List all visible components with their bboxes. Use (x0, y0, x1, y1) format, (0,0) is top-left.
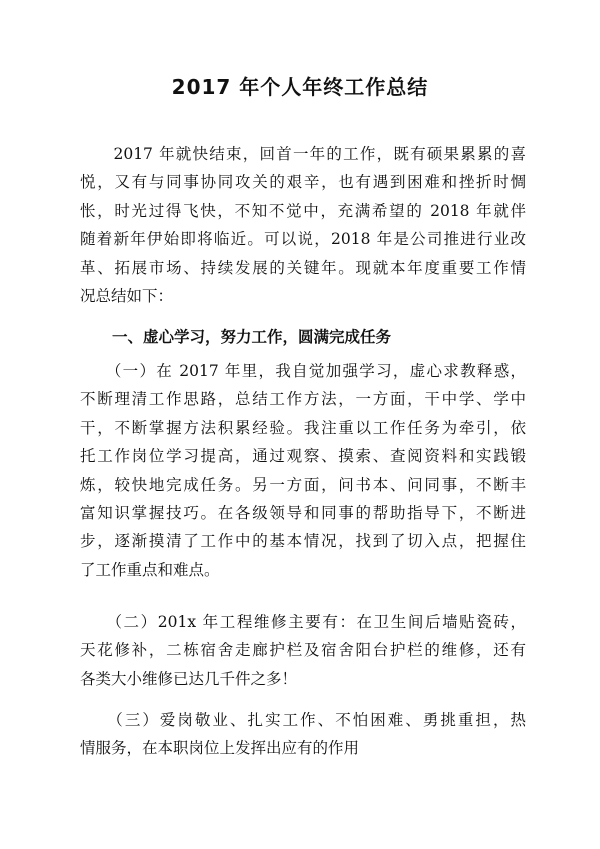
text-line: （二）201x 年工程维修主要有：在卫生间后墙贴瓷砖， (80, 613, 526, 631)
section-heading: 一、虚心学习，努力工作，圆满完成任务 (112, 328, 392, 346)
text-line: 随着新年伊始即将临近。可以说，2018 年是公司推进行业改 (80, 230, 526, 249)
text-line: 怅，时光过得飞快，不知不觉中，充满希望的 2018 年就伴 (80, 201, 526, 220)
text-line: 托工作岗位学习提高，通过观察、摸索、查阅资料和实践锻 (80, 447, 526, 466)
text-line: 各类大小维修已达几千件之多！ (80, 669, 298, 688)
text-line: （三）爱岗敬业、扎实工作、不怕困难、勇挑重担，热 (80, 711, 526, 729)
text-line: 情服务，在本职岗位上发挥出应有的作用 (80, 739, 360, 758)
text-line: 步，逐渐摸清了工作中的基本情况，找到了切入点，把握住 (80, 532, 526, 551)
text-line: 富知识掌握技巧。在各级领导和同事的帮助指导下，不断进 (80, 504, 526, 523)
text-line: 了工作重点和难点。 (80, 560, 220, 579)
item-3-paragraph (80, 706, 526, 763)
text-line: 悦，又有与同事协同攻关的艰辛，也有遇到困难和挫折时惆 (80, 173, 526, 192)
text-line: 况总结如下： (80, 287, 174, 306)
intro-paragraph (80, 140, 526, 310)
text-line: 炼，较快地完成任务。另一方面，问书本、问同事，不断丰 (80, 475, 526, 494)
text-line: 2017 年就快结束，回首一年的工作，既有硕果累累的喜 (80, 145, 526, 163)
text-line: 革、拓展市场、持续发展的关键年。现就本年度重要工作情 (80, 258, 526, 277)
text-line: 不断理清工作思路，总结工作方法，一方面，干中学、学中 (80, 390, 526, 409)
item-1-paragraph (80, 357, 526, 584)
text-line: 干，不断掌握方法积累经验。我注重以工作任务为牵引，依 (80, 418, 526, 437)
item-2-paragraph (80, 608, 526, 693)
text-line: 天花修补，二栋宿舍走廊护栏及宿舍阳台护栏的维修，还有 (80, 641, 526, 660)
text-line: （一）在 2017 年里，我自觉加强学习，虚心求教释惑， (80, 362, 526, 380)
document-title: 2017 年个人年终工作总结 (171, 75, 429, 99)
